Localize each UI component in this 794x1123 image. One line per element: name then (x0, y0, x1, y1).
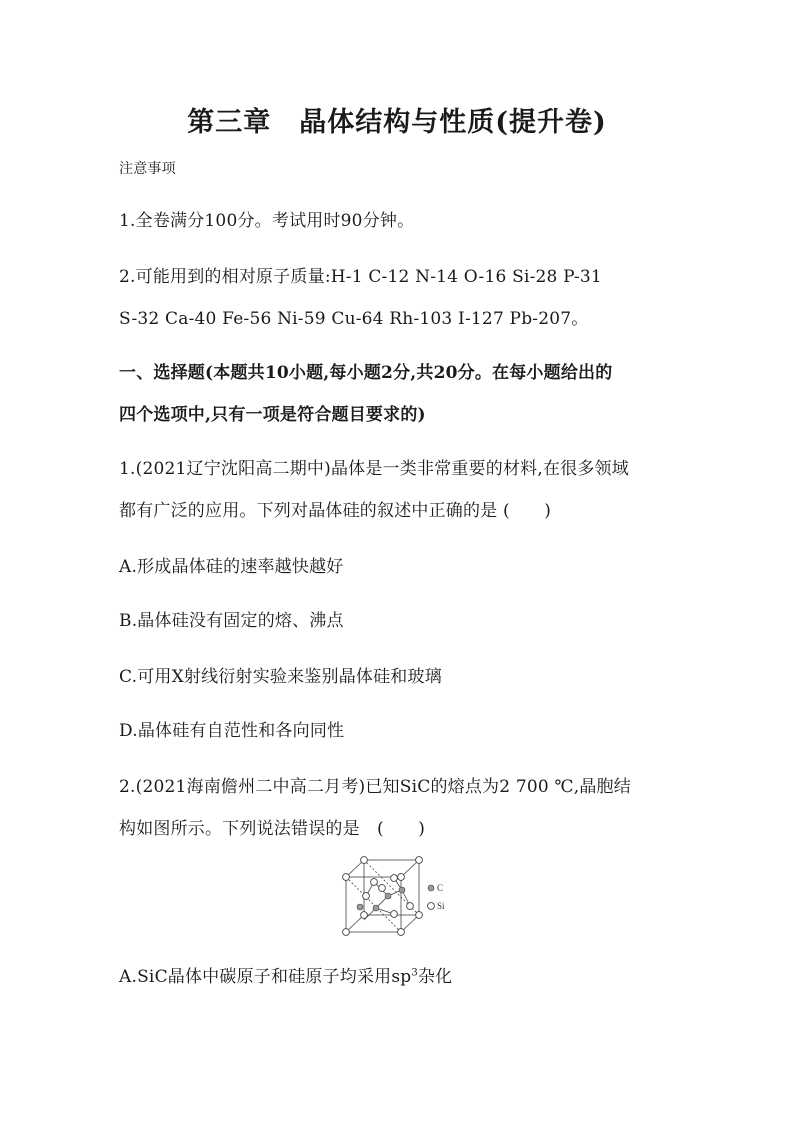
notes-item-2-line-1: 2.可能用到的相对原子质量:H-1 C-12 N-14 O-16 Si-28 P-31 (119, 267, 602, 287)
legend-label-c: C (437, 883, 444, 893)
notes-item-2-line-2: S-32 Ca-40 Fe-56 Ni-59 Cu-64 Rh-103 I-127 Pb-207。 (119, 309, 589, 329)
option-a-text: A.SiC晶体中碳原子和硅原子均采用sp (119, 967, 412, 987)
question-2-stem-line-1: 2.(2021海南儋州二中高二月考)已知SiC的熔点为2 700 ℃,晶胞结 (119, 777, 631, 797)
legend-label-si: Si (437, 901, 445, 911)
question-2-option-a (119, 962, 452, 987)
question-1-option-a: A.形成晶体硅的速率越快越好 (119, 557, 344, 577)
section-heading-line-1: 一、选择题(本题共10小题,每小题2分,共20分。在每小题给出的 (119, 363, 613, 383)
page-title: 第三章 晶体结构与性质(提升卷) (187, 107, 607, 138)
notes-heading: 注意事项 (119, 161, 176, 177)
question-1-option-d: D.晶体硅有自范性和各向同性 (119, 721, 345, 741)
option-a-tail: 杂化 (417, 967, 453, 987)
question-2-stem-line-2: 构如图所示。下列说法错误的是 ( ) (119, 819, 426, 839)
question-1-option-c: C.可用X射线衍射实验来鉴别晶体硅和玻璃 (119, 667, 442, 687)
notes-item-1: 1.全卷满分100分。考试用时90分钟。 (119, 211, 415, 231)
question-1-option-b: B.晶体硅没有固定的熔、沸点 (119, 611, 344, 631)
sic-unit-cell-figure (336, 850, 468, 944)
question-1-stem-line-2: 都有广泛的应用。下列对晶体硅的叙述中正确的是 ( ) (119, 501, 552, 521)
option-a-superscript: 3 (411, 967, 418, 979)
section-heading-line-2: 四个选项中,只有一项是符合题目要求的) (119, 405, 426, 425)
question-1-stem-line-1: 1.(2021辽宁沈阳高二期中)晶体是一类非常重要的材料,在很多领域 (119, 459, 629, 479)
